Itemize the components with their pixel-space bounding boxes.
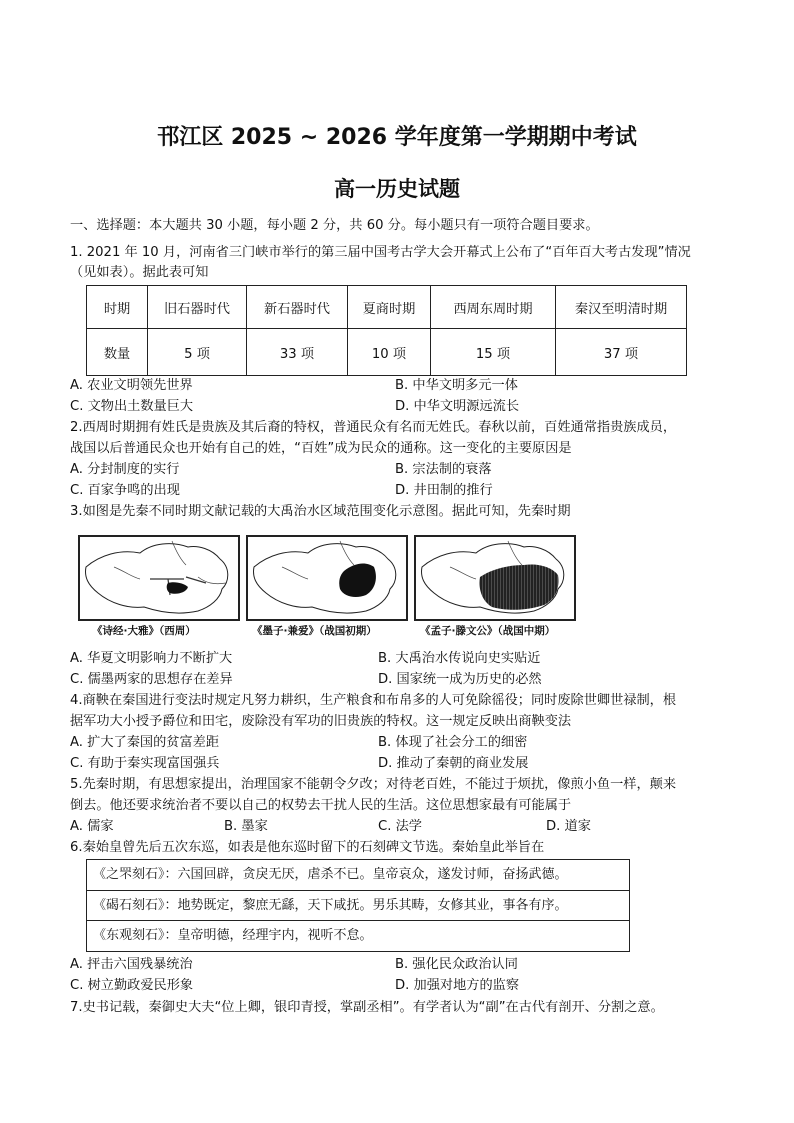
- map-warring-mid: [414, 535, 576, 621]
- q6-option-c: C. 树立勤政爱民形象: [70, 978, 194, 993]
- q1-option-a: A. 农业文明领先世界: [70, 378, 193, 393]
- q6-stem: 6.秦始皇曾先后五次东巡，如表是他东巡时留下的石刻碑文节选。秦始皇此举旨在: [70, 840, 545, 855]
- exam-title: 邗江区 2025 ~ 2026 学年度第一学期期中考试: [157, 125, 637, 150]
- q1-table-cell: 10 项: [348, 329, 431, 376]
- section-instruction: 一、选择题：本大题共 30 小题，每小题 2 分，共 60 分。每小题只有一项符合题目要求。: [70, 218, 599, 233]
- map-region-warring-mid: [480, 564, 559, 609]
- q1-table-data-row: [87, 329, 687, 376]
- q6-inscription-row: 《之罘刻石》：六国回辟，贪戾无厌，虐杀不已。皇帝哀众，遂发讨师，奋扬武德。: [87, 860, 629, 891]
- q1-stem-line1: 1. 2021 年 10 月，河南省三门峡市举行的第三届中国考古学大会开幕式上公布了“百年百大考古发现”情况: [70, 245, 691, 260]
- q5-option-c: C. 法学: [378, 819, 422, 834]
- q3-option-d: D. 国家统一成为历史的必然: [378, 672, 542, 687]
- q6-option-b: B. 强化民众政治认同: [395, 957, 518, 972]
- q1-table-cell: 夏商时期: [348, 286, 431, 329]
- map-region-xizhou: [167, 582, 188, 594]
- q4-option-d: D. 推动了秦朝的商业发展: [378, 756, 529, 771]
- q4-stem-line1: 4.商鞅在秦国进行变法时规定凡努力耕织，生产粮食和布帛多的人可免除徭役；同时废除世卿世禄制，根: [70, 693, 677, 708]
- q3-option-c: C. 儒墨两家的思想存在差异: [70, 672, 233, 687]
- q1-option-b: B. 中华文明多元一体: [395, 378, 518, 393]
- q1-table-cell: 33 项: [247, 329, 348, 376]
- map-caption-1: 《诗经·大雅》（西周）: [92, 625, 196, 637]
- q2-stem-line2: 战国以后普通民众也开始有自己的姓，“百姓”成为民众的通称。这一变化的主要原因是: [70, 441, 572, 456]
- q6-option-d: D. 加强对地方的监察: [395, 978, 520, 993]
- q1-table: [86, 285, 687, 376]
- q1-option-d: D. 中华文明源远流长: [395, 399, 520, 414]
- q3-option-a: A. 华夏文明影响力不断扩大: [70, 651, 233, 666]
- q1-option-c: C. 文物出土数量巨大: [70, 399, 194, 414]
- q5-stem-line2: 倒去。他还要求统治者不要以自己的权势去干扰人民的生活。这位思想家最有可能属于: [70, 798, 572, 813]
- q5-stem-line1: 5.先秦时期，有思想家提出，治理国家不能朝令夕改；对待老百姓，不能过于烦扰，像煎小鱼一样，颠来: [70, 777, 677, 792]
- q2-option-b: B. 宗法制的衰落: [395, 462, 492, 477]
- q1-table-cell: 西周东周时期: [431, 286, 556, 329]
- map-caption-3: 《孟子·滕文公》（战国中期）: [420, 625, 556, 637]
- q6-option-a: A. 抨击六国残暴统治: [70, 957, 193, 972]
- q3-option-b: B. 大禹治水传说向史实贴近: [378, 651, 541, 666]
- q3-stem: 3.如图是先秦不同时期文献记载的大禹治水区域范围变化示意图。据此可知，先秦时期: [70, 504, 571, 519]
- q1-table-cell: 15 项: [431, 329, 556, 376]
- q1-table-cell: 5 项: [148, 329, 247, 376]
- q6-inscription-row: 《碣石刻石》：地势既定，黎庶无繇，天下咸抚。男乐其畴，女修其业，事各有序。: [87, 891, 629, 922]
- exam-subtitle: 高一历史试题: [334, 177, 460, 201]
- q4-option-b: B. 体现了社会分工的细密: [378, 735, 528, 750]
- map-warring-early: [246, 535, 408, 621]
- q1-table-cell: 37 项: [556, 329, 687, 376]
- q2-option-c: C. 百家争鸣的出现: [70, 483, 180, 498]
- map-caption-2: 《墨子·兼爱》（战国初期）: [252, 625, 377, 637]
- q2-stem-line1: 2.西周时期拥有姓氏是贵族及其后裔的特权，普通民众有名而无姓氏。春秋以前，百姓通常指贵族成员，: [70, 420, 677, 435]
- q6-inscription-row: 《东观刻石》：皇帝明德，经理宇内，视听不怠。: [93, 928, 373, 943]
- q7-stem: 7.史书记载，秦御史大夫“位上卿，银印青授，掌副丞相”。有学者认为“副”在古代有剖开、分割之意。: [70, 1000, 664, 1015]
- map-xizhou: [78, 535, 240, 621]
- q5-option-a: A. 儒家: [70, 819, 114, 834]
- q2-option-d: D. 井田制的推行: [395, 483, 493, 498]
- q1-table-cell: 秦汉至明清时期: [556, 286, 687, 329]
- q1-table-cell: 数量: [87, 329, 148, 376]
- q4-option-a: A. 扩大了秦国的贫富差距: [70, 735, 220, 750]
- q1-table-header-row: [87, 286, 687, 329]
- q2-option-a: A. 分封制度的实行: [70, 462, 180, 477]
- q6-inscription-table: [86, 859, 630, 952]
- map-region-warring-early: [339, 564, 376, 597]
- q1-table-cell: 旧石器时代: [148, 286, 247, 329]
- q1-stem-line2: （见如表）。据此表可知: [70, 265, 209, 280]
- q4-option-c: C. 有助于秦实现富国强兵: [70, 756, 220, 771]
- q1-table-cell: 新石器时代: [247, 286, 348, 329]
- q5-option-b: B. 墨家: [224, 819, 268, 834]
- q4-stem-line2: 据军功大小授予爵位和田宅，废除没有军功的旧贵族的特权。这一规定反映出商鞅变法: [70, 714, 572, 729]
- q1-table-cell: 时期: [87, 286, 148, 329]
- q5-option-d: D. 道家: [546, 819, 591, 834]
